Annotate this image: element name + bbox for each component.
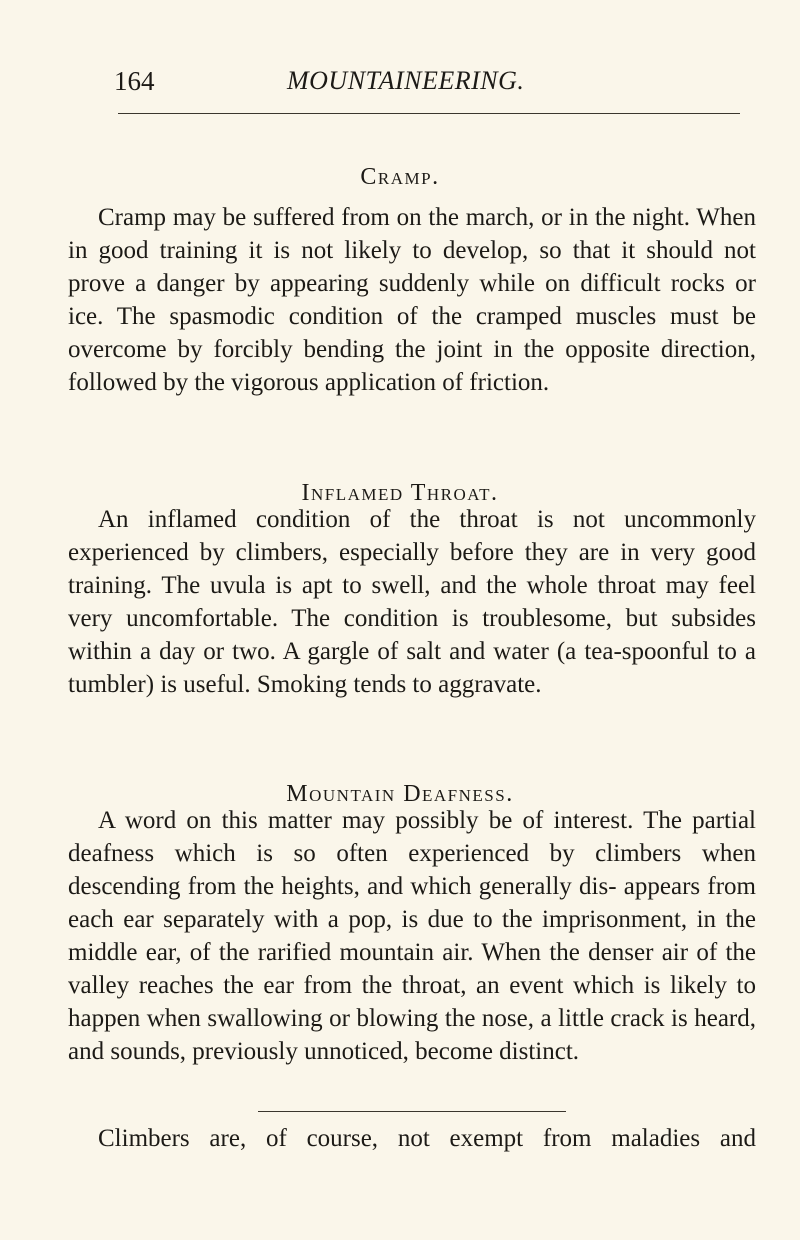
paragraph: A word on this matter may possibly be of interest. The partial deafness which is so often experienced by climbers when descending from the heights, and which generally dis- appears from each ear separately with a pop, is due to the imprisonment, in the middle ear, of the rarified mountain air. When the denser air of the valley reaches the ear from the throat, an event which is likely to happen when swallowing or blowing the nose, a little crack is heard, and sounds, previously unnoticed, become distinct. xyxy=(68,807,756,1065)
section-heading-cramp: Cramp. xyxy=(360,164,440,190)
paragraph: An inflamed condition of the throat is not uncommonly experienced by climbers, especially before they are in very good training. The uvula is apt to swell, and the whole throat may feel very uncomfortable. The condition is troublesome, but subsides within a day or two. A gargle of salt and water (a tea-spoonful to a tumbler) is useful. Smoking tends to aggravate. xyxy=(68,506,756,698)
section-heading-inflamed-throat: Inflamed Throat. xyxy=(301,480,499,506)
section-text-inflamed-throat xyxy=(68,503,756,701)
running-head xyxy=(0,64,800,104)
header-rule xyxy=(118,113,740,114)
section-divider xyxy=(258,1111,566,1112)
running-title: MOUNTAINEERING. xyxy=(287,66,525,95)
section-text-mountain-deafness xyxy=(68,804,756,1068)
section-heading-mountain-deafness: Mountain Deafness. xyxy=(286,781,514,807)
continued-paragraph: Climbers are, of course, not exempt from maladies and xyxy=(98,1125,756,1152)
page-number: 164 xyxy=(114,66,155,96)
section-text-cramp xyxy=(68,201,756,399)
paragraph: Cramp may be suffered from on the march, or in the night. When in good training it is not likely to develop, so that it should not prove a danger by appearing suddenly while on difficult rocks or ice. The spasmodic condition of the cramped muscles must be overcome by forcibly bending the joint in the opposite direction, followed by the vigorous application of friction. xyxy=(68,204,756,396)
